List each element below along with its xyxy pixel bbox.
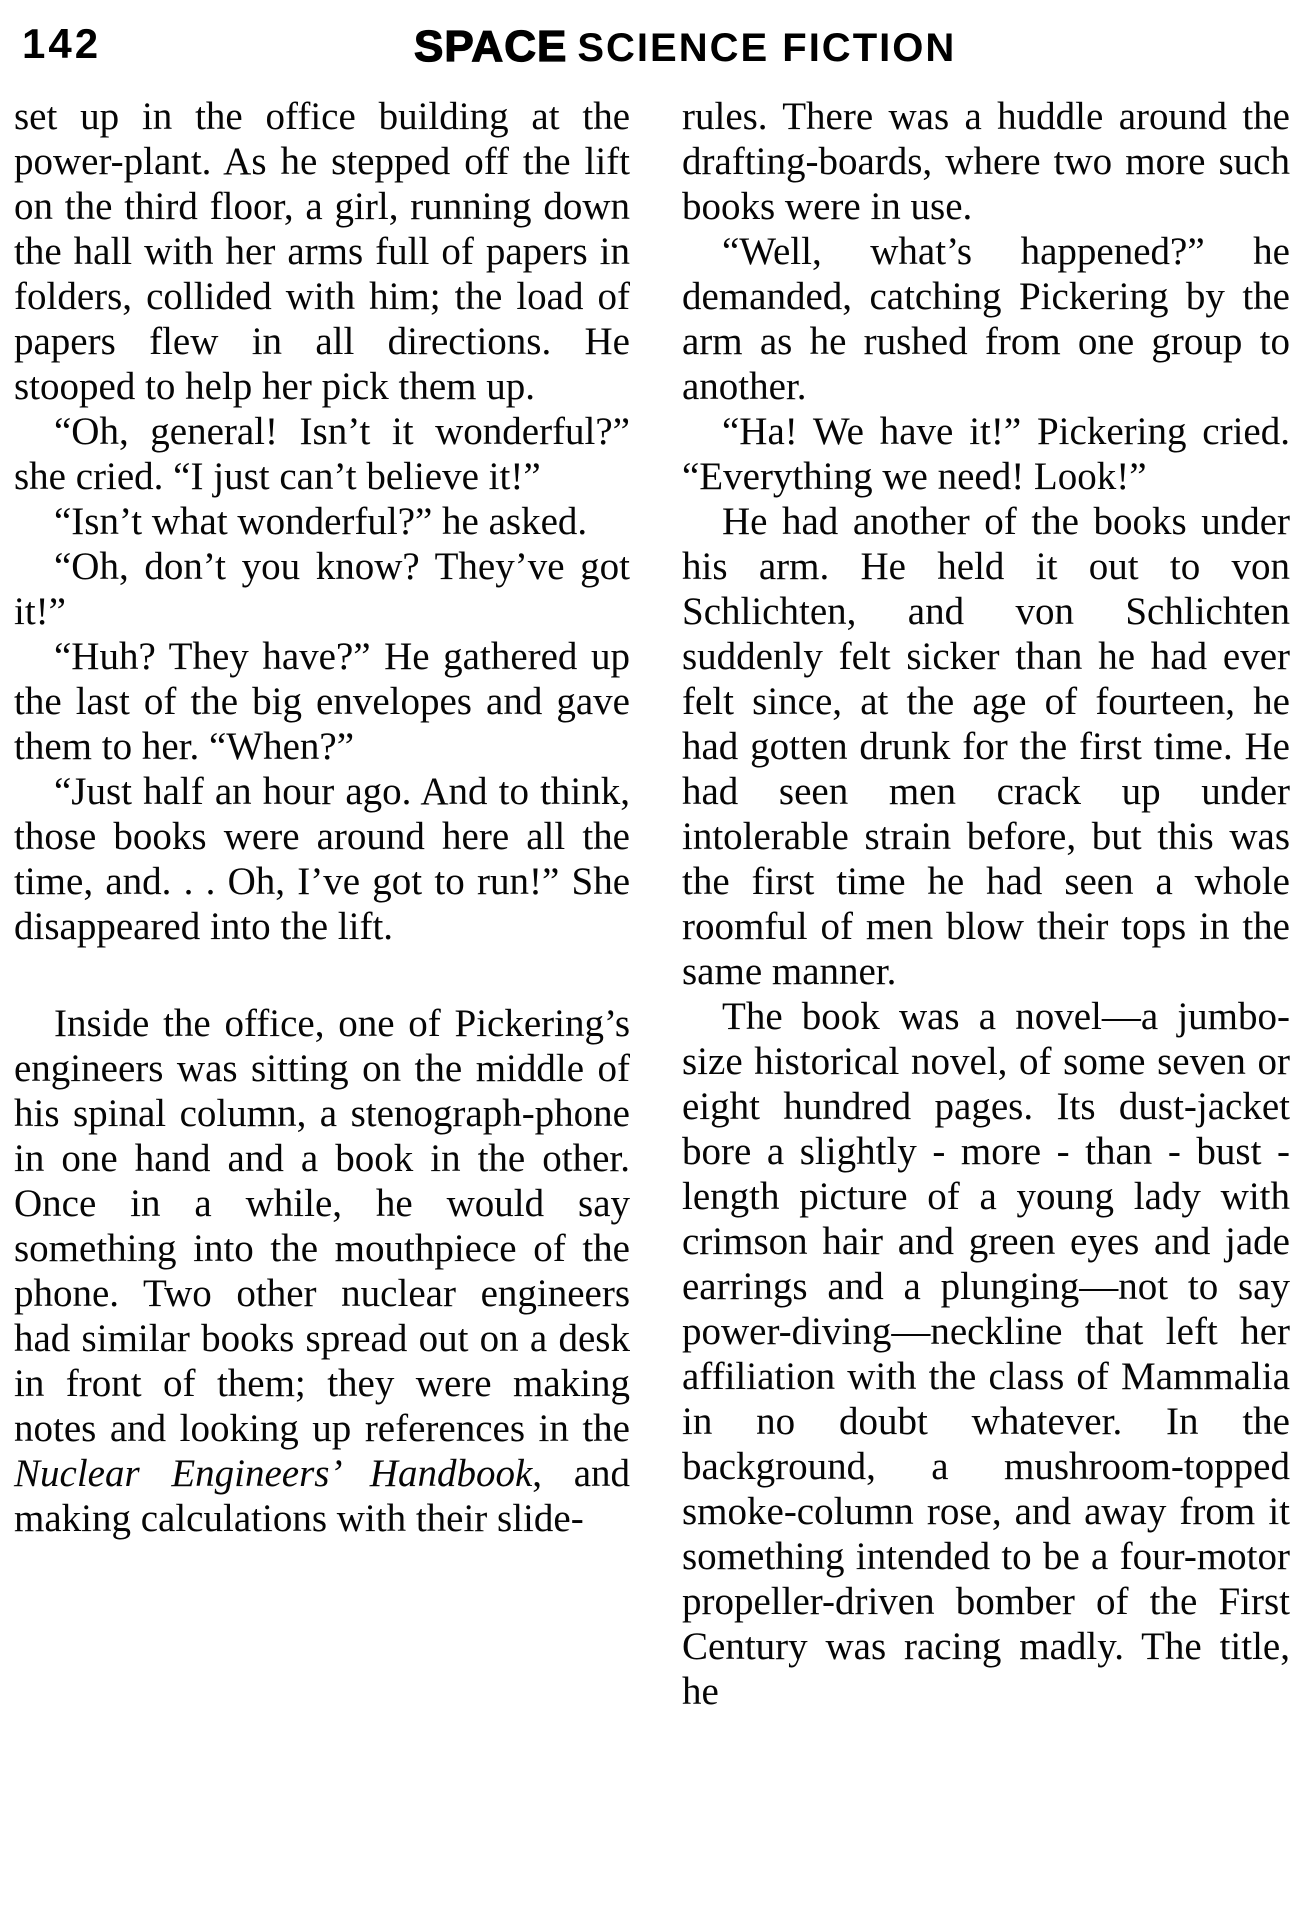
text-columns — [14, 94, 1290, 1714]
book-title-italic: Nuclear Engineers’ Handbook — [14, 1452, 533, 1495]
running-header — [14, 14, 1290, 94]
paragraph: set up in the office building at the power-plant. As he stepped off the lift on the third floor, a girl, running down the hall with her arms full of papers in folders, collided with him; the load of papers flew in all directions. He stooped to help her pick them up. — [14, 95, 630, 408]
magazine-title — [414, 22, 956, 72]
paragraph: He had another of the books under his arm. He held it out to von Schlichten, and von Schlichten suddenly felt sicker than he had ever felt since, at the age of fourteen, he had gotten drunk for the first time. He had seen men crack up under intolerable strain before, but this was the first time he had seen a whole roomful of men blow their tops in the same manner. — [682, 500, 1290, 993]
paragraph: rules. There was a huddle around the drafting-boards, where two more such books were in use. — [682, 95, 1290, 228]
paragraph: “Huh? They have?” He gathered up the last of the big envelopes and gave them to her. “When?” — [14, 635, 630, 768]
paragraph — [14, 1001, 630, 1541]
page-number: 142 — [22, 20, 102, 67]
paragraph: “Ha! We have it!” Pickering cried. “Everything we need! Look!” — [682, 410, 1290, 498]
paragraph: “Oh, don’t you know? They’ve got it!” — [14, 545, 630, 633]
paragraph-segment: , and making calculations with their slide- — [14, 1452, 630, 1540]
right-column — [682, 94, 1290, 1714]
paragraph: “Oh, general! Isn’t it wonderful?” she cried. “I just can’t believe it!” — [14, 410, 630, 498]
paragraph: “Just half an hour ago. And to think, those books were around here all the time, and. . . Oh, I’ve got to run!” She disappeared into the lift. — [14, 770, 630, 948]
paragraph: “Isn’t what wonderful?” he asked. — [54, 500, 588, 543]
paragraph: The book was a novel—a jumbo-size historical novel, of some seven or eight hundred pages. Its dust-jacket bore a slightly - more - than - bust - length picture of a young lady with crimson hair and green eyes and jade earrings and a plunging—not to say power-diving—neckline that left her affiliation with the class of Mammalia in no doubt whatever. In the background, a mushroom-topped smoke-column rose, and away from it something intended to be a four-motor propeller-driven bomber of the First Century was racing madly. The title, he — [682, 995, 1290, 1713]
paragraph: “Well, what’s happened?” he demanded, catching Pickering by the arm as he rushed from one group to another. — [682, 230, 1290, 408]
magazine-title-rest: SCIENCE FICTION — [577, 26, 957, 70]
left-column — [14, 94, 630, 1714]
magazine-title-bold: SPACE — [414, 22, 568, 71]
paragraph-segment: Inside the office, one of Pickering’s engineers was sitting on the middle of his spinal column, a stenograph-phone in one hand and a book in the other. Once in a while, he would say something into the mouthpiece of the phone. Two other nuclear engineers had similar books spread out on a desk in front of them; they were making notes and looking up references in the — [14, 1002, 630, 1450]
